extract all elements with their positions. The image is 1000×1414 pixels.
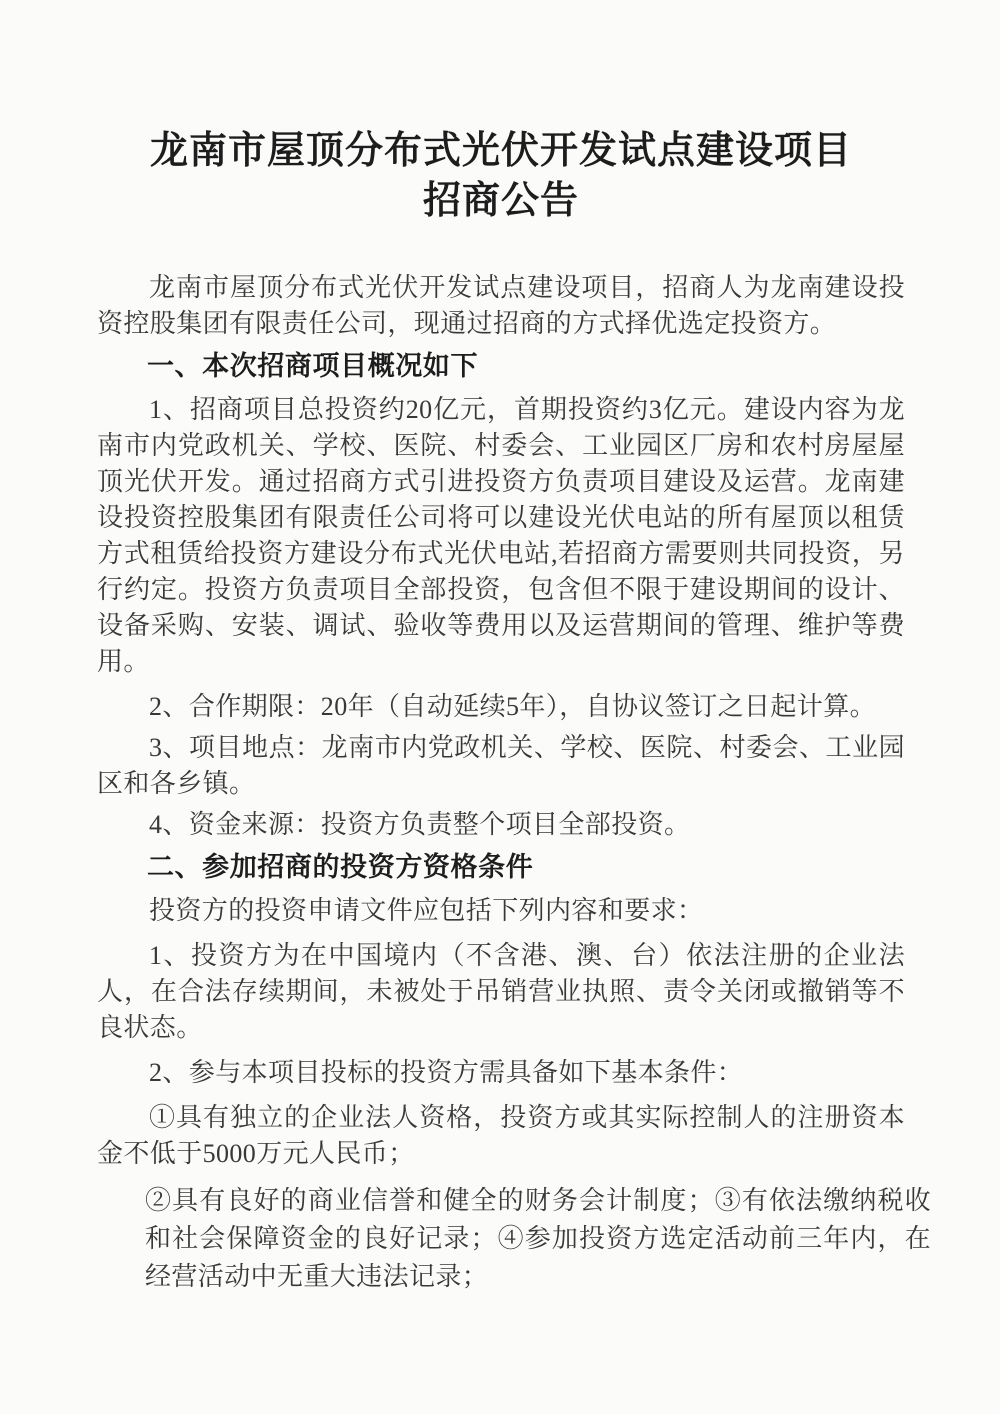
section2-intro: 投资方的投资申请文件应包括下列内容和要求： (149, 896, 704, 925)
section2-item-1: 1、投资方为在中国境内（不含港、澳、台）依法注册的企业法人，在合法存续期间，未被处于吊销营业执照、责令关闭或撤销等不良状态。 (97, 941, 905, 1042)
document-title-line-1: 龙南市屋顶分布式光伏开发试点建设项目 (149, 130, 852, 172)
conditions-2-3-4: ②具有良好的商业信誉和健全的财务会计制度；③有依法缴纳税收和社会保障资金的良好记录；④参加投资方选定活动前三年内，在经营活动中无重大违法记录； (145, 1186, 931, 1291)
document-title (97, 126, 905, 226)
document-title-line-2: 招商公告 (422, 180, 579, 222)
section-heading-2: 二、参加招商的投资方资格条件 (146, 852, 534, 882)
intro-paragraph: 龙南市屋顶分布式光伏开发试点建设项目，招商人为龙南建设投资控股集团有限责任公司，现通过招商的方式择优选定投资方。 (97, 273, 905, 338)
section1-item-4: 4、资金来源：投资方负责整个项目全部投资。 (149, 810, 691, 839)
section1-item-1: 1、招商项目总投资约20亿元，首期投资约3亿元。建设内容为龙南市内党政机关、学校、医院、村委会、工业园区厂房和农村房屋屋顶光伏开发。通过招商方式引进投资方负责项目建设及运营。龙南建设投资控股集团有限责任公司将可以建设光伏电站的所有屋顶以租赁方式租赁给投资方建设分布式光伏电站,若招商方需要则共同投资，另行约定。投资方负责项目全部投资，包含但不限于建设期间的设计、设备采购、安装、调试、验收等费用以及运营期间的管理、维护等费用。 (97, 395, 905, 676)
section-heading-1: 一、本次招商项目概况如下 (146, 351, 479, 381)
section1-item-3: 3、项目地点：龙南市内党政机关、学校、医院、村委会、工业园区和各乡镇。 (97, 733, 905, 798)
section2-item-2: 2、参与本项目投标的投资方需具备如下基本条件： (149, 1058, 744, 1087)
section1-item-2: 2、合作期限：20年（自动延续5年），自协议签订之日起计算。 (149, 692, 877, 721)
condition-1: ①具有独立的企业法人资格，投资方或其实际控制人的注册资本金不低于5000万元人民币； (97, 1103, 905, 1168)
